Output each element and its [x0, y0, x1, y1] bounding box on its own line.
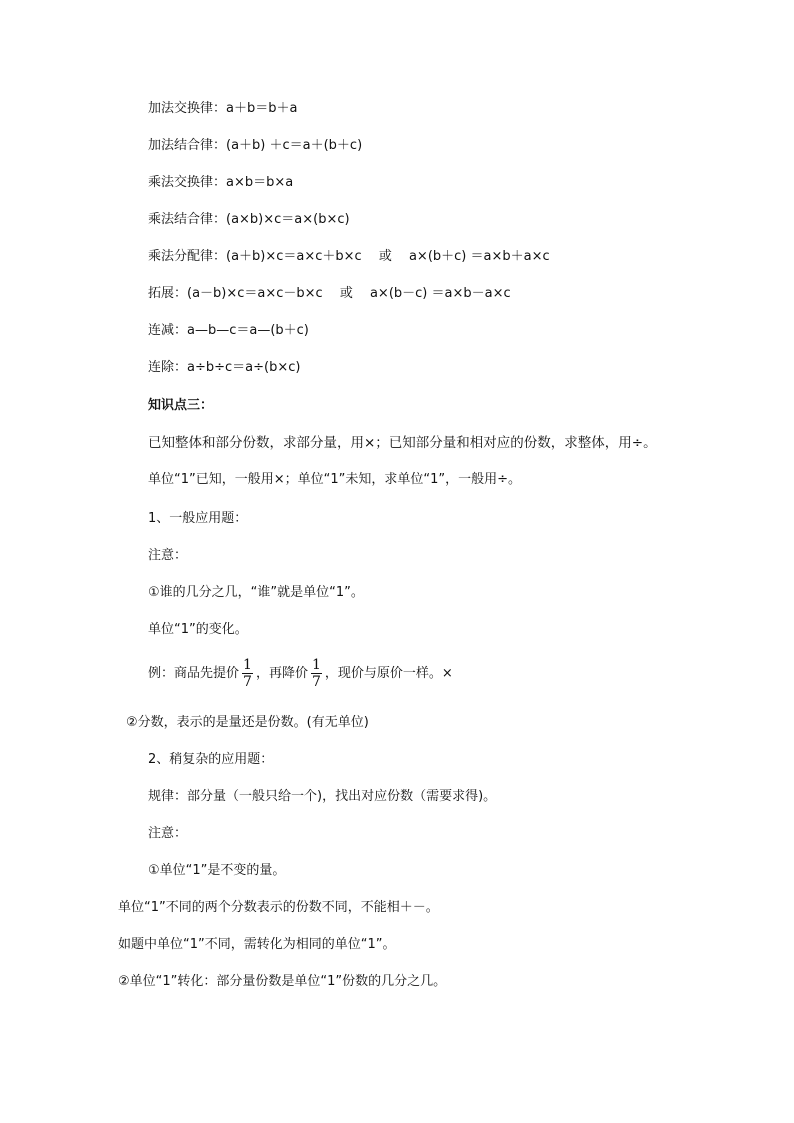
note-item-3: ①单位“1”是不变的量。: [148, 863, 286, 878]
rule-consecutive-division: 连除：a÷b÷c＝a÷(b×c): [148, 360, 301, 375]
note-unit-change: 单位“1”的变化。: [148, 622, 248, 637]
note-label-2: 注意：: [148, 826, 188, 841]
note-item-4: ②单位“1”转化：部分量份数是单位“1”份数的几分之几。: [118, 974, 447, 989]
example-text-2: ，再降价: [255, 666, 308, 681]
fraction-1-denominator: 7: [243, 674, 252, 690]
law-multiplication-associative: 乘法结合律：(a×b)×c＝a×(b×c): [148, 212, 350, 227]
paragraph-unit-one: 单位“1”已知，一般用×；单位“1”未知，求单位“1”，一般用÷。: [148, 472, 522, 487]
paragraph-different-units: 单位“1”不同的两个分数表示的份数不同，不能相＋－。: [118, 900, 439, 915]
fraction-1: [242, 657, 253, 690]
fraction-2-denominator: 7: [311, 674, 321, 690]
paragraph-convert-units: 如题中单位“1”不同，需转化为相同的单位“1”。: [118, 937, 396, 952]
fraction-1-numerator: 1: [243, 657, 252, 673]
rule-pattern: 规律：部分量（一般只给一个)，找出对应份数（需要求得)。: [148, 789, 497, 804]
law-multiplication-commutative: 乘法交换律：a×b＝b×a: [148, 175, 294, 190]
example-text-3: ，现价与原价一样。×: [324, 666, 453, 681]
section-heading: 知识点三：: [148, 398, 214, 413]
paragraph-whole-part: 已知整体和部分份数，求部分量，用×；已知部分量和相对应的份数，求整体，用÷。: [148, 435, 657, 451]
example-line: [148, 656, 453, 692]
fraction-2-numerator: 1: [311, 657, 321, 673]
law-addition-commutative: 加法交换律：a＋b＝b＋a: [148, 101, 298, 116]
note-item-1: ①谁的几分之几，“谁”就是单位“1”。: [148, 585, 364, 600]
note-item-2: ②分数，表示的是量还是份数。(有无单位): [126, 715, 369, 730]
law-multiplication-distributive: 乘法分配律：(a＋b)×c＝a×c＋b×c 或 a×(b＋c) ＝a×b＋a×c: [148, 249, 550, 264]
rule-consecutive-subtraction: 连减：a—b—c＝a—(b＋c): [148, 323, 309, 338]
example-text-1: 例：商品先提价: [148, 666, 240, 681]
law-addition-associative: 加法结合律：(a＋b) ＋c＝a＋(b＋c): [148, 138, 363, 153]
subheading-general: 1、一般应用题：: [148, 511, 248, 526]
law-extension: 拓展：(a－b)×c＝a×c－b×c 或 a×(b－c) ＝a×b－a×c: [148, 286, 511, 301]
subheading-complex: 2、稍复杂的应用题：: [148, 752, 274, 767]
note-label: 注意：: [148, 548, 188, 563]
fraction-2: [311, 657, 322, 690]
